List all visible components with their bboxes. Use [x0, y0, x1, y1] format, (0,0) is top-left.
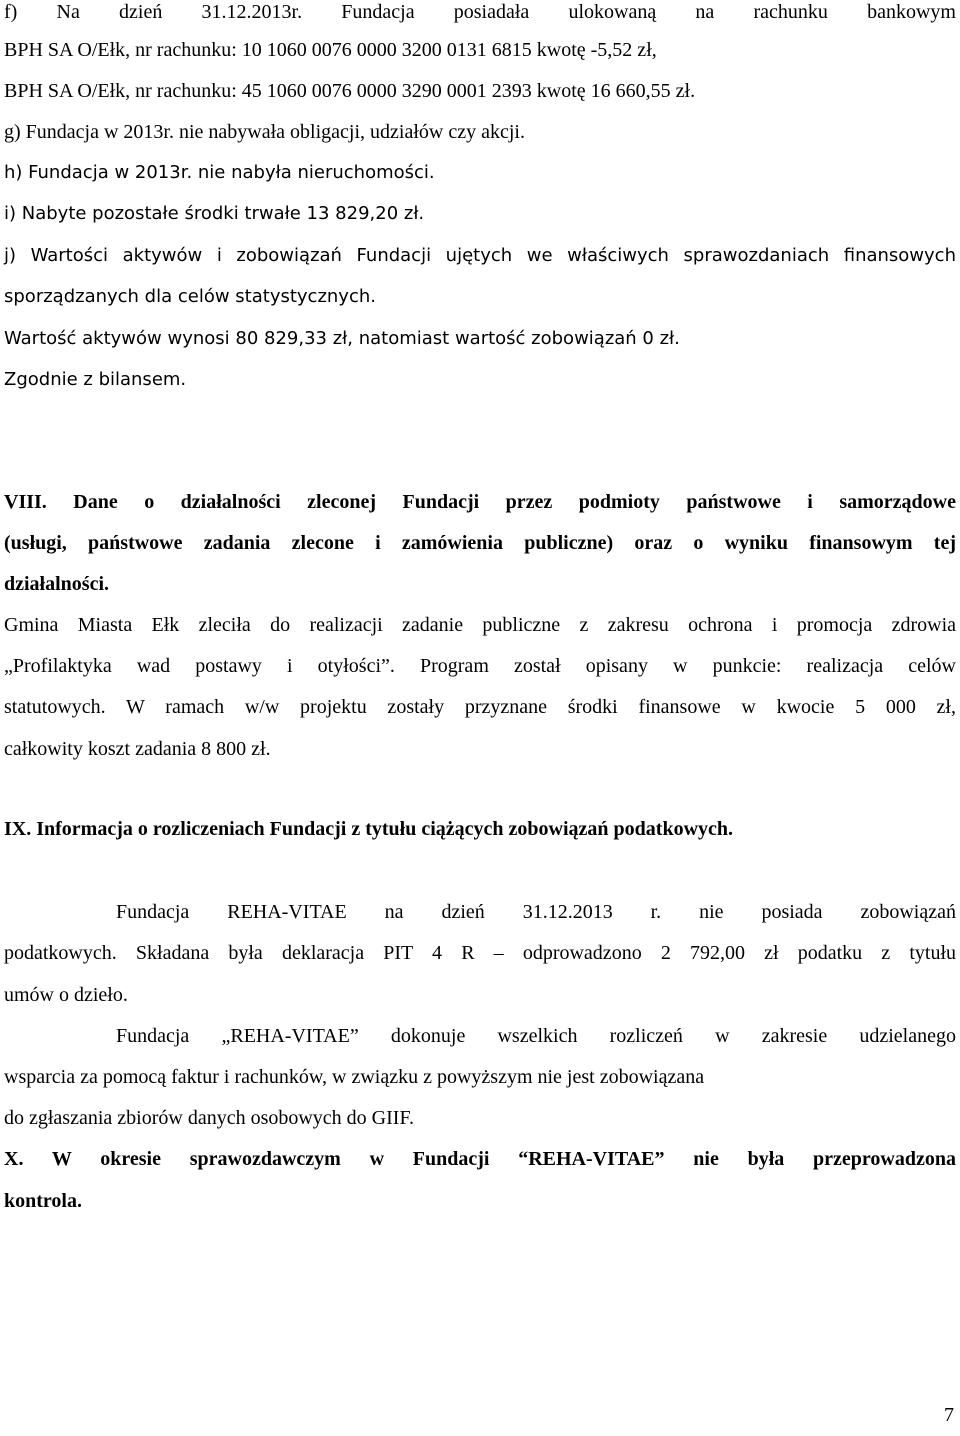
item-g: g) Fundacja w 2013r. nie nabywała obligacji, udziałów czy akcji.: [4, 121, 525, 143]
tax-para-line-3: umów o dzieło.: [4, 984, 128, 1006]
section-viii-line-1: VIII. Dane o działalności zleconej Fundacji przez podmioty państwowe i samorządowe: [4, 491, 956, 513]
assets-value: Wartość aktywów wynosi 80 829,33 zł, natomiast wartość zobowiązań 0 zł.: [4, 328, 680, 349]
section-viii-line-3: działalności.: [4, 573, 110, 595]
gmina-line-2: „Profilaktyka wad postawy i otyłości”. Program został opisany w punkcie: realizacja celów: [4, 655, 956, 677]
item-j-line-2: sporządzanych dla celów statystycznych.: [4, 286, 376, 307]
section-viii-line-2: (usługi, państwowe zadania zlecone i zamówienia publiczne) oraz o wyniku finansowym tej: [4, 532, 956, 554]
settlement-para-line-3: do zgłaszania zbiorów danych osobowych do GIIF.: [4, 1107, 414, 1129]
settlement-para-line-2: wsparcia za pomocą faktur i rachunków, w związku z powyższym nie jest zobowiązana: [4, 1066, 705, 1088]
item-f-line-1: f) Na dzień 31.12.2013r. Fundacja posiadała ulokowaną na rachunku bankowym: [4, 1, 956, 23]
item-f-line-3: BPH SA O/Ełk, nr rachunku: 45 1060 0076 0000 3290 0001 2393 kwotę 16 660,55 zł.: [4, 80, 696, 102]
gmina-line-1: Gmina Miasta Ełk zleciła do realizacji zadanie publiczne z zakresu ochrona i promocja zdrowia: [4, 614, 956, 636]
section-x-line-2: kontrola.: [4, 1190, 82, 1212]
section-ix-heading: IX. Informacja o rozliczeniach Fundacji z tytułu ciążących zobowiązań podatkowych.: [4, 818, 734, 840]
item-i: i) Nabyte pozostałe środki trwałe 13 829,20 zł.: [4, 203, 425, 224]
page-number: 7: [944, 1404, 954, 1426]
settlement-para-line-1: Fundacja „REHA-VITAE” dokonuje wszelkich rozliczeń w zakresie udzielanego: [116, 1025, 956, 1047]
tax-para-line-2: podatkowych. Składana była deklaracja PIT 4 R – odprowadzono 2 792,00 zł podatku z tytułu: [4, 942, 956, 964]
gmina-line-4: całkowity koszt zadania 8 800 zł.: [4, 738, 271, 760]
item-h: h) Fundacja w 2013r. nie nabyła nieruchomości.: [4, 162, 435, 183]
tax-para-line-1: Fundacja REHA-VITAE na dzień 31.12.2013 r. nie posiada zobowiązań: [116, 901, 956, 923]
item-f-line-2: BPH SA O/Ełk, nr rachunku: 10 1060 0076 0000 3200 0131 6815 kwotę -5,52 zł,: [4, 39, 657, 61]
gmina-line-3: statutowych. W ramach w/w projektu zostały przyznane środki finansowe w kwocie 5 000 zł,: [4, 696, 956, 718]
section-x-line-1: X. W okresie sprawozdawczym w Fundacji “REHA-VITAE” nie była przeprowadzona: [4, 1148, 956, 1170]
item-j-line-1: j) Wartości aktywów i zobowiązań Fundacji ujętych we właściwych sprawozdaniach finansowych: [4, 245, 956, 266]
balance-note: Zgodnie z bilansem.: [4, 369, 187, 390]
